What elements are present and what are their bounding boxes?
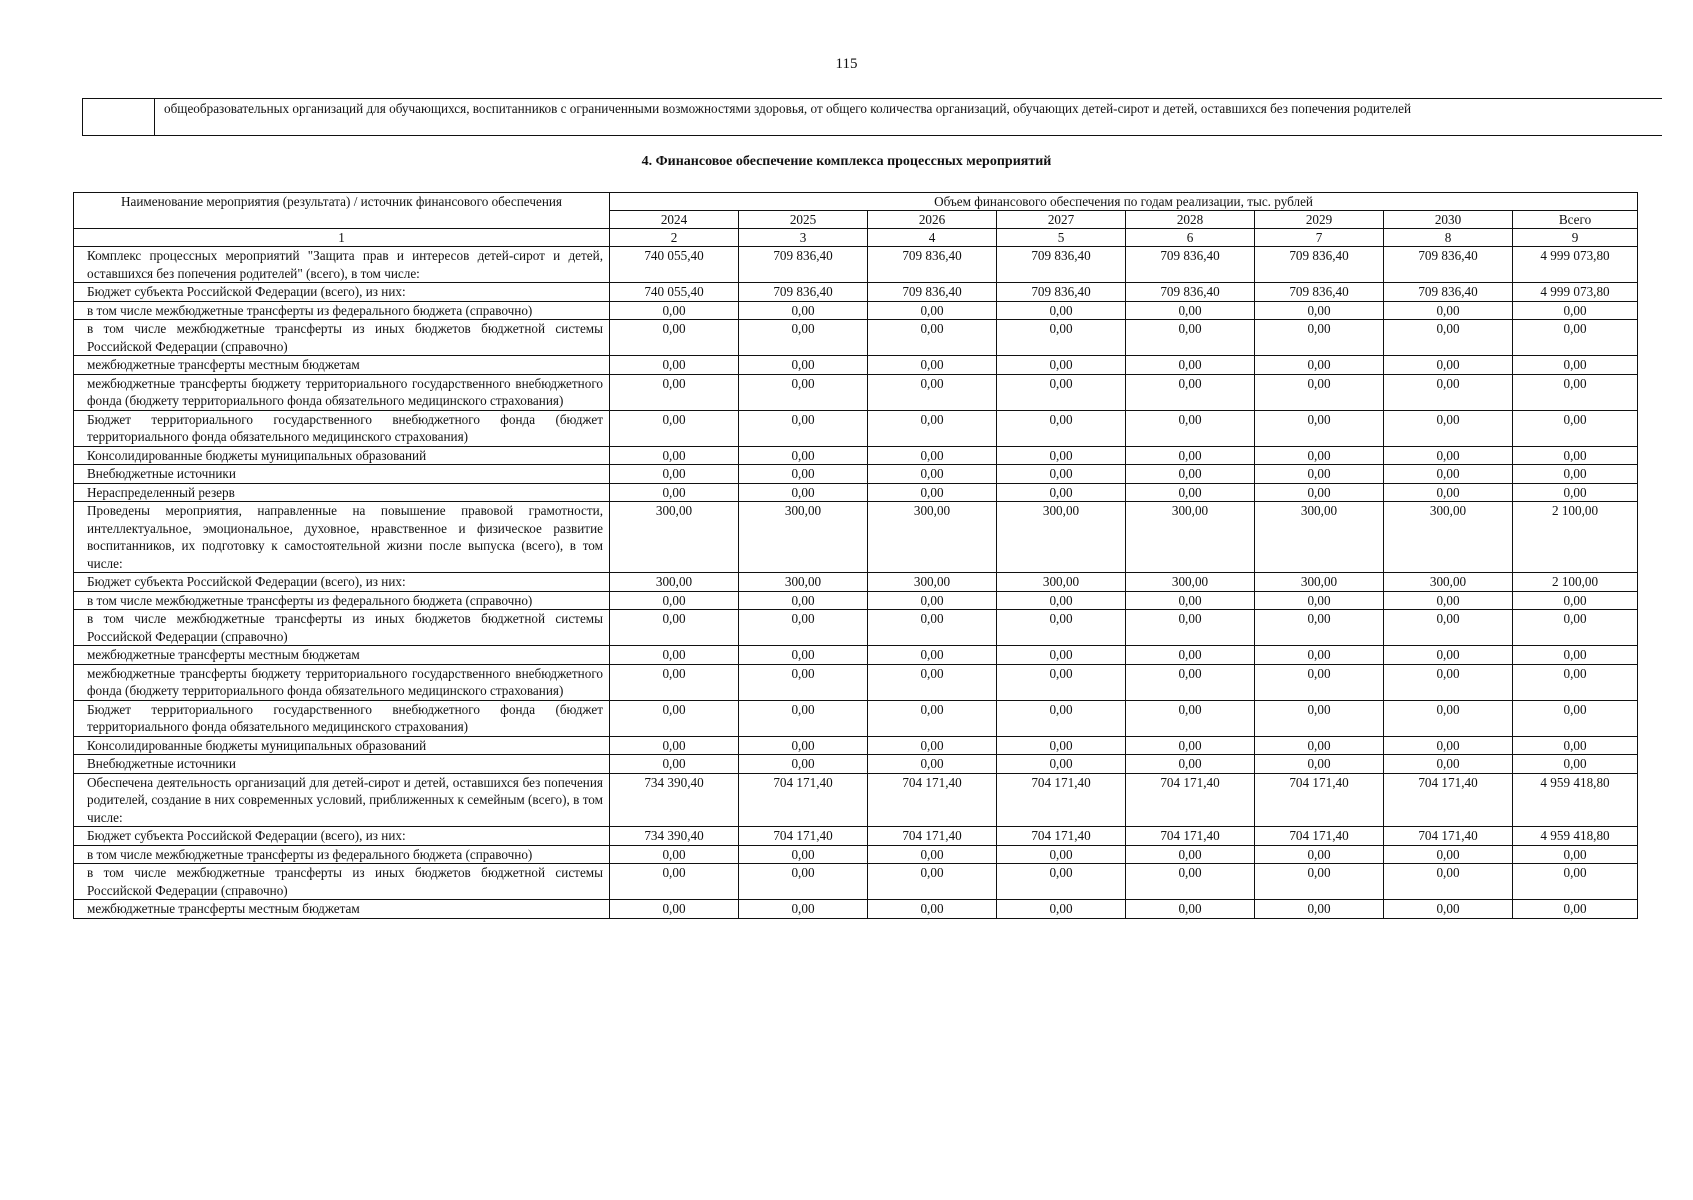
year-header: Всего: [1513, 211, 1638, 229]
row-value: 0,00: [739, 864, 868, 900]
row-value: 734 390,40: [610, 827, 739, 846]
row-value: 0,00: [739, 465, 868, 484]
row-value: 300,00: [1126, 502, 1255, 573]
row-value: 0,00: [610, 446, 739, 465]
row-value: 0,00: [1513, 591, 1638, 610]
row-value: 709 836,40: [997, 247, 1126, 283]
row-value: 0,00: [1126, 301, 1255, 320]
row-value: 0,00: [1126, 591, 1255, 610]
row-value: 0,00: [1255, 374, 1384, 410]
row-value: 0,00: [868, 700, 997, 736]
row-value: 709 836,40: [1255, 247, 1384, 283]
row-value: 704 171,40: [1384, 827, 1513, 846]
row-value: 0,00: [1513, 483, 1638, 502]
table-row: [74, 247, 1638, 283]
row-value: 0,00: [997, 320, 1126, 356]
row-value: 0,00: [997, 845, 1126, 864]
year-header: 2029: [1255, 211, 1384, 229]
row-value: 300,00: [868, 573, 997, 592]
row-value: 704 171,40: [868, 773, 997, 827]
row-value: 300,00: [868, 502, 997, 573]
section-title: 4. Финансовое обеспечение комплекса процессных мероприятий: [641, 154, 1052, 169]
row-name: межбюджетные трансферты местным бюджетам: [74, 356, 610, 375]
row-value: 0,00: [739, 700, 868, 736]
row-value: 0,00: [1126, 664, 1255, 700]
row-value: 0,00: [1384, 900, 1513, 919]
table-body: [74, 247, 1638, 919]
table-row: [74, 664, 1638, 700]
table-row: [74, 755, 1638, 774]
row-value: 0,00: [997, 410, 1126, 446]
column-number: 5: [997, 229, 1126, 247]
row-value: 0,00: [739, 320, 868, 356]
row-value: 0,00: [1255, 664, 1384, 700]
row-value: 0,00: [739, 755, 868, 774]
row-value: 0,00: [610, 483, 739, 502]
row-value: 0,00: [739, 356, 868, 375]
table-row: [74, 573, 1638, 592]
row-value: 0,00: [1255, 864, 1384, 900]
row-value: 2 100,00: [1513, 573, 1638, 592]
row-value: 0,00: [868, 864, 997, 900]
row-value: 0,00: [1384, 736, 1513, 755]
table-row: [74, 845, 1638, 864]
row-value: 0,00: [997, 356, 1126, 375]
row-value: 0,00: [1513, 700, 1638, 736]
row-value: 0,00: [1513, 736, 1638, 755]
row-value: 0,00: [1255, 900, 1384, 919]
row-value: 740 055,40: [610, 283, 739, 302]
row-value: 709 836,40: [868, 247, 997, 283]
row-value: 704 171,40: [868, 827, 997, 846]
row-value: 2 100,00: [1513, 502, 1638, 573]
table-row: [74, 900, 1638, 919]
column-number: 3: [739, 229, 868, 247]
table-row: [74, 446, 1638, 465]
row-value: 0,00: [868, 845, 997, 864]
row-value: 0,00: [1126, 900, 1255, 919]
row-value: 300,00: [997, 502, 1126, 573]
row-value: 704 171,40: [1126, 827, 1255, 846]
row-value: 0,00: [1126, 374, 1255, 410]
table-row: [74, 356, 1638, 375]
row-value: 0,00: [868, 483, 997, 502]
row-value: 300,00: [610, 502, 739, 573]
fragment-empty-cell: [82, 99, 155, 135]
row-value: 0,00: [1255, 610, 1384, 646]
row-name: в том числе межбюджетные трансферты из иных бюджетов бюджетной системы Российской Федерации (справочно): [74, 864, 610, 900]
table-row: [74, 374, 1638, 410]
row-value: 0,00: [1126, 736, 1255, 755]
continued-table-fragment: [82, 98, 1662, 136]
row-value: 0,00: [997, 610, 1126, 646]
row-value: 0,00: [997, 483, 1126, 502]
row-value: 0,00: [868, 356, 997, 375]
row-value: 300,00: [1126, 573, 1255, 592]
row-value: 0,00: [610, 374, 739, 410]
row-name: в том числе межбюджетные трансферты из федерального бюджета (справочно): [74, 591, 610, 610]
row-name: Внебюджетные источники: [74, 755, 610, 774]
row-value: 0,00: [997, 664, 1126, 700]
row-value: 4 999 073,80: [1513, 247, 1638, 283]
row-value: 0,00: [997, 465, 1126, 484]
row-name: Бюджет субъекта Российской Федерации (всего), из них:: [74, 283, 610, 302]
row-value: 0,00: [1384, 301, 1513, 320]
row-value: 0,00: [997, 646, 1126, 665]
table-row: [74, 700, 1638, 736]
row-name: Проведены мероприятия, направленные на повышение правовой грамотности, интеллектуальное, эмоциональное, духовное, нравственное и физическое развитие воспитанников, их подготовку к самостоятельной жизни после выпуска (всего), в том числе:: [74, 502, 610, 573]
row-value: 0,00: [1126, 700, 1255, 736]
row-value: 0,00: [1384, 755, 1513, 774]
row-value: 0,00: [739, 374, 868, 410]
row-value: 0,00: [1513, 446, 1638, 465]
row-value: 0,00: [997, 736, 1126, 755]
row-value: 300,00: [739, 502, 868, 573]
row-value: 0,00: [1513, 646, 1638, 665]
row-value: 0,00: [739, 845, 868, 864]
row-value: 0,00: [997, 755, 1126, 774]
row-value: 704 171,40: [997, 773, 1126, 827]
row-value: 0,00: [868, 664, 997, 700]
row-value: 0,00: [1513, 320, 1638, 356]
row-value: 0,00: [1384, 591, 1513, 610]
table-row: [74, 483, 1638, 502]
row-value: 300,00: [1384, 573, 1513, 592]
table-row: [74, 864, 1638, 900]
row-value: 709 836,40: [739, 283, 868, 302]
row-name: Бюджет территориального государственного внебюджетного фонда (бюджет территориального фонда обязательного медицинского страхования): [74, 700, 610, 736]
row-value: 709 836,40: [1384, 283, 1513, 302]
row-value: 709 836,40: [1126, 247, 1255, 283]
row-value: 4 959 418,80: [1513, 773, 1638, 827]
row-value: 704 171,40: [1255, 827, 1384, 846]
row-value: 0,00: [1384, 320, 1513, 356]
row-value: 704 171,40: [739, 773, 868, 827]
row-value: 0,00: [1384, 374, 1513, 410]
row-value: 0,00: [868, 591, 997, 610]
row-value: 740 055,40: [610, 247, 739, 283]
row-value: 0,00: [868, 410, 997, 446]
row-value: 0,00: [1384, 864, 1513, 900]
row-value: 0,00: [868, 446, 997, 465]
row-value: 0,00: [739, 900, 868, 919]
row-value: 0,00: [1126, 446, 1255, 465]
row-value: 0,00: [610, 646, 739, 665]
column-number: 8: [1384, 229, 1513, 247]
row-name: Обеспечена деятельность организаций для детей-сирот и детей, оставшихся без попечения родителей, создание в них современных условий, приближенных к семейным (всего), в том числе:: [74, 773, 610, 827]
row-value: 0,00: [1384, 483, 1513, 502]
year-header: 2026: [868, 211, 997, 229]
row-value: 709 836,40: [1384, 247, 1513, 283]
row-name: Бюджет субъекта Российской Федерации (всего), из них:: [74, 827, 610, 846]
row-value: 704 171,40: [997, 827, 1126, 846]
row-value: 0,00: [610, 465, 739, 484]
row-name: межбюджетные трансферты бюджету территориального государственного внебюджетного фонда (бюджету территориального фонда обязательного медицинского страхования): [74, 664, 610, 700]
table-row: [74, 610, 1638, 646]
row-value: 704 171,40: [1384, 773, 1513, 827]
year-header: 2028: [1126, 211, 1255, 229]
row-value: 0,00: [1513, 465, 1638, 484]
row-value: 0,00: [1384, 610, 1513, 646]
row-value: 0,00: [610, 845, 739, 864]
row-value: 0,00: [997, 700, 1126, 736]
row-value: 0,00: [868, 374, 997, 410]
row-value: 0,00: [1255, 845, 1384, 864]
year-header: 2025: [739, 211, 868, 229]
row-value: 0,00: [1255, 446, 1384, 465]
row-value: 709 836,40: [1126, 283, 1255, 302]
row-value: 0,00: [868, 320, 997, 356]
row-value: 300,00: [1255, 573, 1384, 592]
row-value: 0,00: [868, 465, 997, 484]
row-value: 0,00: [739, 301, 868, 320]
row-value: 704 171,40: [1126, 773, 1255, 827]
table-row: [74, 646, 1638, 665]
row-name: межбюджетные трансферты местным бюджетам: [74, 646, 610, 665]
row-name: межбюджетные трансферты местным бюджетам: [74, 900, 610, 919]
row-value: 0,00: [610, 591, 739, 610]
table-row: [74, 502, 1638, 573]
row-name: в том числе межбюджетные трансферты из федерального бюджета (справочно): [74, 845, 610, 864]
row-value: 0,00: [1384, 410, 1513, 446]
row-name: в том числе межбюджетные трансферты из иных бюджетов бюджетной системы Российской Федерации (справочно): [74, 610, 610, 646]
row-value: 0,00: [739, 736, 868, 755]
column-number-row: [74, 229, 1638, 247]
row-value: 0,00: [1126, 483, 1255, 502]
row-value: 0,00: [610, 900, 739, 919]
row-value: 0,00: [1255, 700, 1384, 736]
row-value: 0,00: [610, 301, 739, 320]
row-value: 0,00: [1126, 465, 1255, 484]
row-value: 709 836,40: [997, 283, 1126, 302]
row-value: 0,00: [868, 301, 997, 320]
row-value: 300,00: [610, 573, 739, 592]
row-value: 0,00: [1255, 465, 1384, 484]
page-number: 115: [835, 56, 858, 72]
row-name: межбюджетные трансферты бюджету территориального государственного внебюджетного фонда (бюджету территориального фонда обязательного медицинского страхования): [74, 374, 610, 410]
row-value: 0,00: [610, 410, 739, 446]
row-value: 300,00: [739, 573, 868, 592]
row-value: 709 836,40: [868, 283, 997, 302]
row-value: 0,00: [1384, 664, 1513, 700]
row-value: 0,00: [1513, 410, 1638, 446]
table-row: [74, 591, 1638, 610]
row-value: 4 959 418,80: [1513, 827, 1638, 846]
column-number: 6: [1126, 229, 1255, 247]
table-row: [74, 736, 1638, 755]
row-value: 0,00: [1126, 610, 1255, 646]
row-value: 0,00: [1513, 610, 1638, 646]
year-header: 2027: [997, 211, 1126, 229]
row-value: 300,00: [997, 573, 1126, 592]
row-value: 0,00: [739, 446, 868, 465]
row-value: 0,00: [739, 664, 868, 700]
row-value: 0,00: [1126, 646, 1255, 665]
row-name: в том числе межбюджетные трансферты из федерального бюджета (справочно): [74, 301, 610, 320]
row-value: 0,00: [1255, 301, 1384, 320]
row-value: 0,00: [1513, 864, 1638, 900]
row-value: 704 171,40: [739, 827, 868, 846]
row-value: 0,00: [997, 374, 1126, 410]
row-value: 0,00: [610, 610, 739, 646]
row-value: 0,00: [610, 664, 739, 700]
row-value: 0,00: [1255, 356, 1384, 375]
table-row: [74, 773, 1638, 827]
row-value: 0,00: [1126, 410, 1255, 446]
row-value: 0,00: [1513, 374, 1638, 410]
row-value: 0,00: [1513, 301, 1638, 320]
row-value: 0,00: [1255, 320, 1384, 356]
row-value: 709 836,40: [1255, 283, 1384, 302]
financing-table: [73, 192, 1638, 919]
table-row: [74, 410, 1638, 446]
row-name: Бюджет субъекта Российской Федерации (всего), из них:: [74, 573, 610, 592]
row-name: Консолидированные бюджеты муниципальных образований: [74, 736, 610, 755]
row-value: 0,00: [739, 646, 868, 665]
row-value: 0,00: [1513, 664, 1638, 700]
row-name: Консолидированные бюджеты муниципальных образований: [74, 446, 610, 465]
column-number: 1: [74, 229, 610, 247]
row-value: 0,00: [868, 755, 997, 774]
row-value: 0,00: [1384, 465, 1513, 484]
row-value: 0,00: [739, 483, 868, 502]
row-name: Внебюджетные источники: [74, 465, 610, 484]
row-value: 0,00: [610, 320, 739, 356]
row-value: 0,00: [1255, 646, 1384, 665]
column-number: 4: [868, 229, 997, 247]
row-value: 0,00: [1126, 845, 1255, 864]
column-number: 2: [610, 229, 739, 247]
row-value: 0,00: [610, 755, 739, 774]
row-value: 0,00: [1126, 356, 1255, 375]
row-value: 0,00: [1255, 410, 1384, 446]
row-value: 0,00: [868, 900, 997, 919]
year-header: 2024: [610, 211, 739, 229]
row-value: 704 171,40: [1255, 773, 1384, 827]
row-value: 0,00: [1513, 900, 1638, 919]
row-name: Бюджет территориального государственного внебюджетного фонда (бюджет территориального фонда обязательного медицинского страхования): [74, 410, 610, 446]
row-value: 0,00: [1255, 755, 1384, 774]
row-value: 0,00: [1384, 356, 1513, 375]
row-value: 0,00: [610, 864, 739, 900]
row-value: 0,00: [1255, 483, 1384, 502]
row-value: 0,00: [997, 591, 1126, 610]
row-value: 0,00: [868, 646, 997, 665]
row-value: 0,00: [997, 446, 1126, 465]
row-value: 734 390,40: [610, 773, 739, 827]
row-value: 0,00: [1384, 646, 1513, 665]
row-value: 0,00: [610, 356, 739, 375]
row-value: 0,00: [1513, 755, 1638, 774]
table-row: [74, 283, 1638, 302]
row-value: 0,00: [1255, 736, 1384, 755]
row-value: 0,00: [1384, 446, 1513, 465]
row-value: 709 836,40: [739, 247, 868, 283]
row-value: 0,00: [868, 736, 997, 755]
row-value: 0,00: [739, 410, 868, 446]
table-row: [74, 301, 1638, 320]
row-value: 0,00: [868, 610, 997, 646]
row-value: 0,00: [997, 900, 1126, 919]
row-value: 0,00: [1126, 864, 1255, 900]
volume-column-header: Объем финансового обеспечения по годам реализации, тыс. рублей: [610, 193, 1638, 211]
row-value: 300,00: [1255, 502, 1384, 573]
row-value: 300,00: [1384, 502, 1513, 573]
row-name: Нераспределенный резерв: [74, 483, 610, 502]
row-value: 0,00: [997, 301, 1126, 320]
row-value: 0,00: [610, 700, 739, 736]
name-column-header: Наименование мероприятия (результата) / источник финансового обеспечения: [74, 193, 610, 229]
row-value: 0,00: [997, 864, 1126, 900]
table-row: [74, 827, 1638, 846]
table-row: [74, 320, 1638, 356]
column-number: 9: [1513, 229, 1638, 247]
row-value: 0,00: [1384, 845, 1513, 864]
row-value: 0,00: [1384, 700, 1513, 736]
row-value: 0,00: [1513, 845, 1638, 864]
row-value: 0,00: [1126, 320, 1255, 356]
row-value: 0,00: [739, 591, 868, 610]
row-value: 0,00: [1126, 755, 1255, 774]
row-value: 4 999 073,80: [1513, 283, 1638, 302]
column-number: 7: [1255, 229, 1384, 247]
year-header: 2030: [1384, 211, 1513, 229]
row-value: 0,00: [610, 736, 739, 755]
table-row: [74, 465, 1638, 484]
row-value: 0,00: [1513, 356, 1638, 375]
row-value: 0,00: [739, 610, 868, 646]
row-name: в том числе межбюджетные трансферты из иных бюджетов бюджетной системы Российской Федерации (справочно): [74, 320, 610, 356]
row-value: 0,00: [1255, 591, 1384, 610]
row-name: Комплекс процессных мероприятий "Защита прав и интересов детей-сирот и детей, оставшихся без попечения родителей" (всего), в том числе:: [74, 247, 610, 283]
fragment-text: общеобразовательных организаций для обучающихся, воспитанников с ограниченными возможностями здоровья, от общего количества организаций, обучающих детей-сирот и детей, оставшихся без попечения родителей: [164, 101, 1412, 116]
